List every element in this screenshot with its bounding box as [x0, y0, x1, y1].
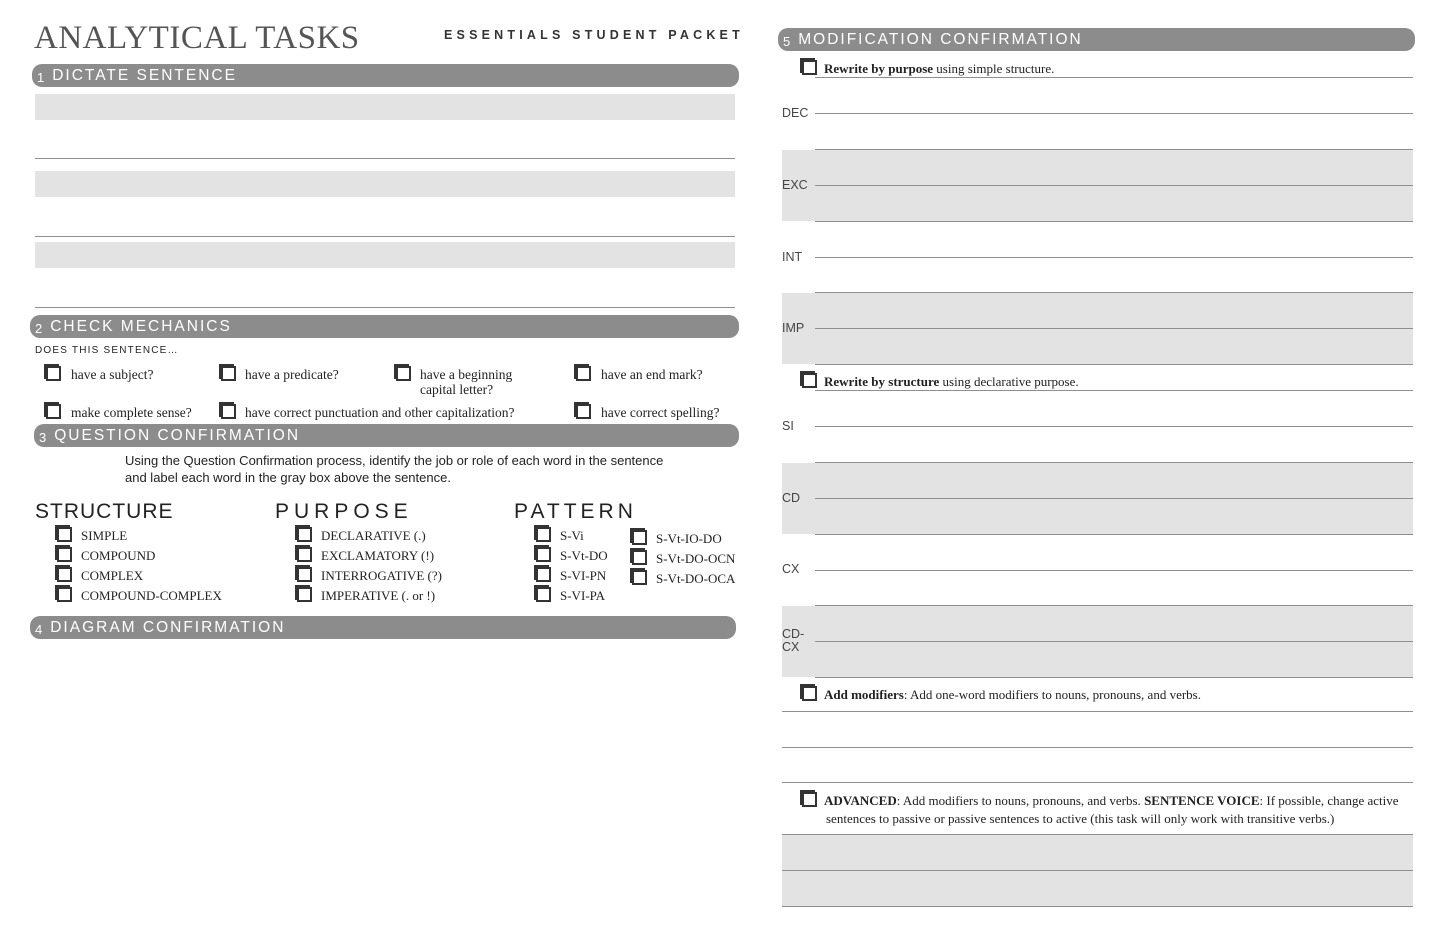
- checkbox-s-vt-do-ocn[interactable]: [632, 550, 647, 565]
- page-title: ANALYTICAL TASKS: [34, 20, 360, 56]
- pattern-option: S-VI-PN: [560, 568, 607, 583]
- checkbox-capital[interactable]: [396, 366, 411, 381]
- structure-heading: STRUCTURE: [35, 500, 174, 523]
- section-number: 1: [37, 70, 45, 85]
- row-label-si: SI: [782, 419, 794, 433]
- task-rewrite-purpose: Rewrite by purpose using simple structure.: [824, 61, 1055, 76]
- check-endmark-label: have an end mark?: [601, 367, 703, 382]
- writing-line-exc[interactable]: [815, 185, 1413, 186]
- checkbox-simple[interactable]: [57, 527, 72, 542]
- pattern-option: S-Vt-IO-DO: [656, 531, 722, 546]
- pattern-option: S-VI-PA: [560, 588, 606, 603]
- checkbox-s-vi-pa[interactable]: [536, 587, 551, 602]
- checkbox-predicate[interactable]: [221, 366, 236, 381]
- checkbox-s-vt-io-do[interactable]: [632, 530, 647, 545]
- checkbox-sense[interactable]: [46, 404, 61, 419]
- task-advanced-line2: sentences to passive or passive sentences to active (this task will only work with transitive verbs.): [826, 811, 1335, 826]
- check-punctuation-label: have correct punctuation and other capitalization?: [245, 405, 515, 420]
- writing-line-si[interactable]: [815, 426, 1413, 427]
- label-box-2[interactable]: [35, 171, 735, 197]
- purpose-option: EXCLAMATORY (!): [321, 548, 435, 563]
- structure-option: COMPOUND: [81, 548, 156, 563]
- checkbox-compound-complex[interactable]: [57, 587, 72, 602]
- row-label-cd-cx: CD-: [782, 627, 805, 641]
- structure-option: COMPLEX: [81, 568, 144, 583]
- writing-line-3[interactable]: [35, 307, 735, 308]
- writing-line-modifiers-3[interactable]: [782, 782, 1413, 783]
- purpose-option: IMPERATIVE (. or !): [321, 588, 436, 603]
- check-spelling-label: have correct spelling?: [601, 405, 720, 420]
- writing-line-2[interactable]: [35, 236, 735, 237]
- checkbox-declarative[interactable]: [297, 527, 312, 542]
- pattern-option: S-Vt-DO-OCA: [656, 571, 736, 586]
- diagram-area[interactable]: [35, 642, 735, 922]
- checkbox-s-vt-do-oca[interactable]: [632, 570, 647, 585]
- task-add-modifiers: Add modifiers: Add one-word modifiers to nouns, pronouns, and verbs.: [824, 687, 1201, 702]
- checkbox-compound[interactable]: [57, 547, 72, 562]
- checkbox-spelling[interactable]: [576, 404, 591, 419]
- pattern-option: S-Vt-DO: [560, 548, 608, 563]
- writing-line-cd-cx[interactable]: [815, 641, 1413, 642]
- label-box-3[interactable]: [35, 242, 735, 268]
- checkbox-s-vi-pn[interactable]: [536, 567, 551, 582]
- row-label-cx: CX: [782, 562, 800, 576]
- section-diagram-header: [30, 616, 736, 639]
- purpose-heading: PURPOSE: [275, 500, 413, 523]
- check-sense-label: make complete sense?: [71, 405, 192, 420]
- section-label: QUESTION CONFIRMATION: [54, 426, 301, 444]
- writing-line-imp[interactable]: [815, 328, 1413, 329]
- checkbox-rewrite-purpose[interactable]: [802, 60, 817, 75]
- row-label-int: INT: [782, 250, 803, 264]
- check-capital-label-2: capital letter?: [420, 382, 494, 397]
- checkbox-add-modifiers[interactable]: [802, 686, 817, 701]
- checkbox-imperative[interactable]: [297, 587, 312, 602]
- writing-line-exc-2[interactable]: [815, 221, 1413, 222]
- checkbox-punctuation[interactable]: [221, 404, 236, 419]
- section-label: DICTATE SENTENCE: [52, 66, 237, 84]
- checkbox-s-vi[interactable]: [536, 527, 551, 542]
- writing-line-cd-cx-2[interactable]: [815, 677, 1413, 678]
- writing-line-modifiers-1[interactable]: [782, 711, 1413, 712]
- rule-line: [815, 77, 1413, 78]
- mechanics-prompt: DOES THIS SENTENCE…: [35, 345, 179, 356]
- checkbox-exclamatory[interactable]: [297, 547, 312, 562]
- rule-line: [815, 390, 1413, 391]
- writing-line-1[interactable]: [35, 158, 735, 159]
- packet-subtitle: ESSENTIALS STUDENT PACKET: [444, 28, 744, 42]
- checkbox-rewrite-structure[interactable]: [802, 373, 817, 388]
- writing-line-dec[interactable]: [815, 113, 1413, 114]
- purpose-option: DECLARATIVE (.): [321, 528, 426, 543]
- pattern-heading: PATTERN: [514, 500, 637, 523]
- checkbox-complex[interactable]: [57, 567, 72, 582]
- check-subject-label: have a subject?: [71, 367, 154, 382]
- section-number: 3: [39, 430, 47, 445]
- purpose-option: INTERROGATIVE (?): [321, 568, 442, 583]
- checkbox-subject[interactable]: [46, 366, 61, 381]
- writing-line-cd[interactable]: [815, 498, 1413, 499]
- section-mechanics-header: [30, 315, 739, 338]
- writing-line-cd-2[interactable]: [815, 534, 1413, 535]
- pattern-option: S-Vt-DO-OCN: [656, 551, 736, 566]
- check-capital-label: have a beginning: [420, 367, 513, 382]
- checkbox-endmark[interactable]: [576, 366, 591, 381]
- task-advanced: ADVANCED: Add modifiers to nouns, pronouns, and verbs. SENTENCE VOICE: If possible, change active: [824, 793, 1399, 808]
- section-question-header: [34, 424, 739, 447]
- writing-line-cx[interactable]: [815, 570, 1413, 571]
- section-label: CHECK MECHANICS: [50, 317, 232, 335]
- writing-line-int[interactable]: [815, 257, 1413, 258]
- section-label: DIAGRAM CONFIRMATION: [50, 618, 286, 636]
- section-number: 4: [35, 622, 43, 637]
- row-label-exc: EXC: [782, 178, 808, 192]
- structure-option: COMPOUND-COMPLEX: [81, 588, 222, 603]
- structure-option: SIMPLE: [81, 528, 128, 543]
- writing-line-advanced-2[interactable]: [782, 906, 1413, 907]
- check-predicate-label: have a predicate?: [245, 367, 339, 382]
- question-instructions-line1: Using the Question Confirmation process, identify the job or role of each word in the sentence: [125, 453, 664, 468]
- section-modification-header: [778, 28, 1415, 51]
- writing-line-imp-2[interactable]: [815, 364, 1413, 365]
- pattern-option: S-Vi: [560, 528, 584, 543]
- checkbox-advanced[interactable]: [802, 792, 817, 807]
- checkbox-s-vt-do[interactable]: [536, 547, 551, 562]
- writing-line-advanced-1[interactable]: [782, 870, 1413, 871]
- section-label: MODIFICATION CONFIRMATION: [798, 30, 1083, 48]
- row-label-cd-cx-2: CX: [782, 640, 800, 654]
- row-label-dec: DEC: [782, 106, 809, 120]
- question-instructions-line2: and label each word in the gray box above the sentence.: [125, 470, 451, 485]
- row-label-imp: IMP: [782, 321, 805, 335]
- task-rewrite-structure: Rewrite by structure using declarative purpose.: [824, 374, 1079, 389]
- label-box-1[interactable]: [35, 94, 735, 120]
- section-number: 5: [783, 34, 791, 49]
- writing-line-modifiers-2[interactable]: [782, 747, 1413, 748]
- row-label-cd: CD: [782, 491, 801, 505]
- section-dictate-header: [32, 64, 739, 87]
- section-number: 2: [35, 321, 43, 336]
- checkbox-interrogative[interactable]: [297, 567, 312, 582]
